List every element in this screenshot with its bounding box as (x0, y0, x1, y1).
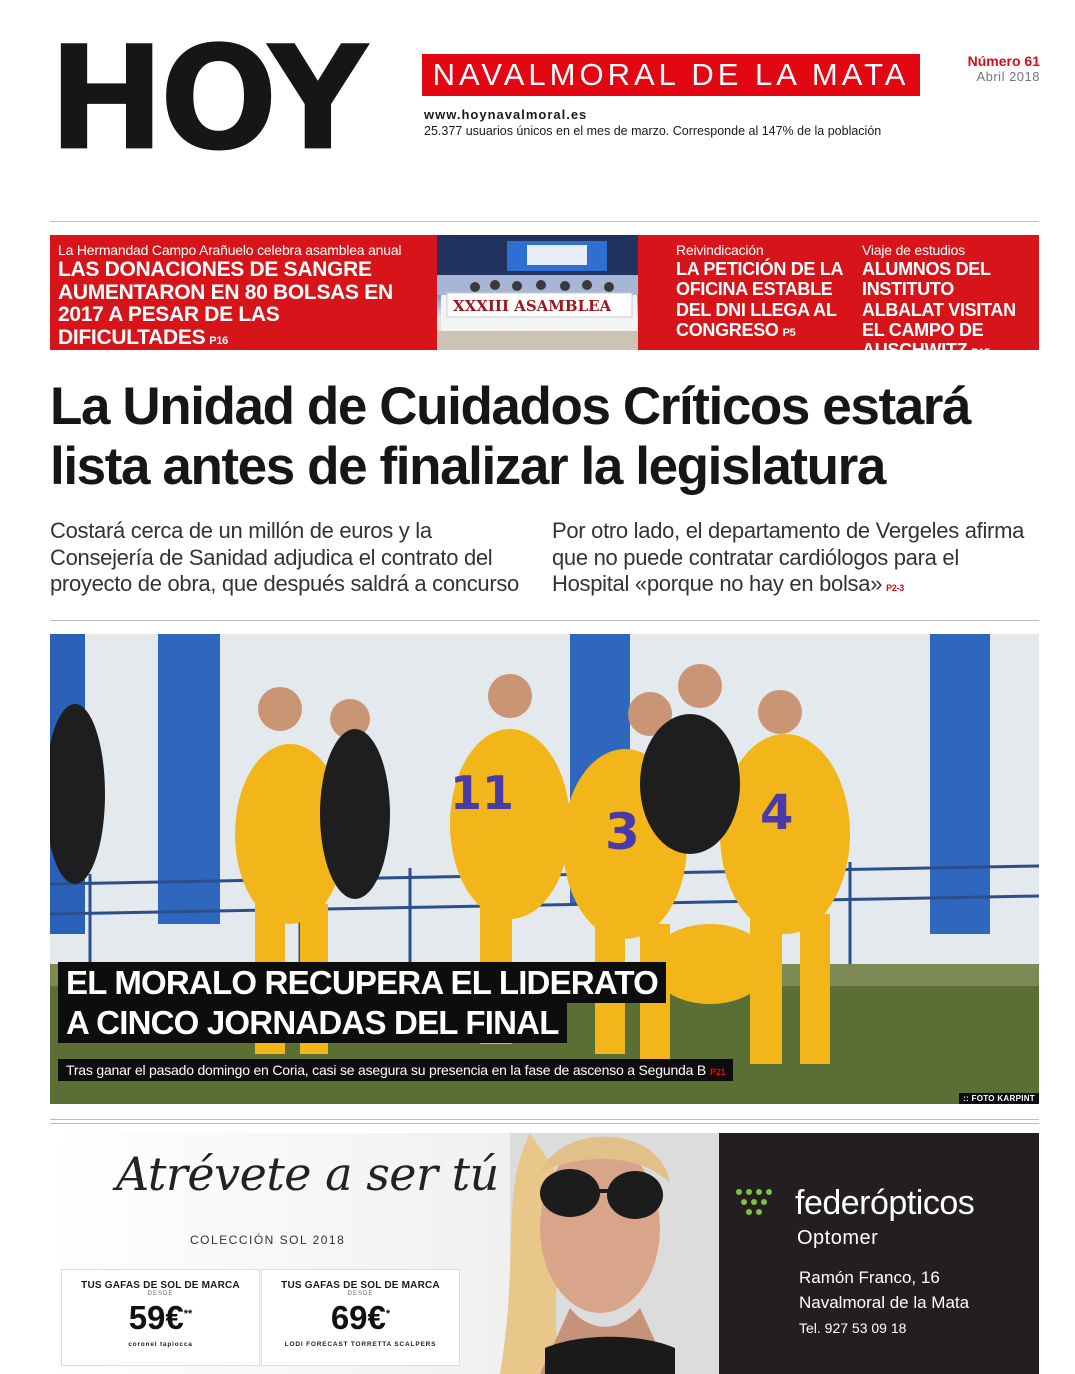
photo-headline-line1[interactable]: EL MORALO RECUPERA EL LIDERATO (58, 962, 666, 1003)
offer-brand: coronel tapiocca (128, 1341, 193, 1348)
offer-price: 69€* (330, 1299, 391, 1336)
main-headline[interactable]: La Unidad de Cuidados Críticos estará lista antes de finalizar la legislatura (50, 377, 971, 496)
photo-credit: :: FOTO KARPINT (959, 1093, 1039, 1104)
teaser-headline: LA PETICIÓN DE LA OFICINA ESTABLE DEL DNI LLEGA AL CONGRESO P5 (676, 259, 843, 340)
ad-right-panel (719, 1133, 1039, 1374)
store-address-street: Ramón Franco, 16 (799, 1268, 940, 1287)
photo-headline-line2[interactable]: A CINCO JORNADAS DEL FINAL (58, 1002, 567, 1043)
masthead-divider (50, 221, 1039, 222)
offer-title: TUS GAFAS DE SOL DE MARCA (81, 1280, 240, 1291)
svg-text:11: 11 (450, 766, 515, 820)
edition-banner (422, 54, 920, 96)
teaser-blood-donations[interactable] (58, 242, 430, 350)
issue-number: Número 61 (967, 53, 1040, 69)
teaser-kicker: Reivindicación (676, 242, 764, 258)
offer-brands: LODI FORECAST TORRETTA SCALPERS (284, 1341, 437, 1348)
page-ref: P16 (209, 335, 228, 348)
offer-from: DESDE (347, 1291, 374, 1297)
edition-name: NAVALMORAL DE LA MATA (432, 57, 910, 92)
teaser-auschwitz-trip[interactable] (862, 242, 1032, 361)
offer-card-59[interactable] (62, 1270, 259, 1365)
page-ref: P5 (782, 326, 796, 339)
store-address-town: Navalmoral de la Mata (799, 1293, 970, 1312)
issue-date: Abril 2018 (976, 69, 1040, 84)
model-illustration (470, 1133, 720, 1374)
photo-caption: Tras ganar el pasado domingo en Coria, casi se asegura su presencia en la fase de ascenso a Segunda B P21 (58, 1059, 733, 1081)
story-divider (50, 620, 1039, 621)
newspaper-logo: HOY (48, 15, 363, 184)
ad-collection: COLECCIÓN SOL 2018 (190, 1233, 346, 1247)
assembly-banner-text: XXXIII ASAMBLEA (453, 297, 612, 315)
teaser-headline: LAS DONACIONES DE SANGRE AUMENTARON EN 80 BOLSAS EN 2017 A PESAR DE LAS DIFICULTADES P16 (58, 258, 393, 350)
offer-card-69[interactable] (262, 1270, 459, 1365)
optician-advertisement[interactable] (50, 1133, 1039, 1374)
deck-right: Por otro lado, el departamento de Vergeles afirma que no puede contratar cardiólogos para el Hospital «porque no hay en bolsa» P2-3 (552, 518, 1025, 596)
page-ref: P21 (710, 1067, 726, 1077)
page-ref: P2-3 (886, 583, 904, 593)
ad-slogan: Atrévete a ser tú (116, 1147, 499, 1201)
assembly-photo (437, 235, 638, 350)
teaser-dni-office[interactable] (676, 242, 856, 340)
svg-text:4: 4 (760, 785, 794, 841)
audience-stats: 25.377 usuarios únicos en el mes de marzo. Corresponde al 147% de la población (424, 124, 882, 138)
teaser-headline: ALUMNOS DEL INSTITUTO ALBALAT VISITAN EL CAMPO DE AUSCHWITZ P15 (862, 259, 1016, 361)
teaser-kicker: La Hermandad Campo Arañuelo celebra asamblea anual (58, 242, 402, 258)
ad-divider-bottom (50, 1123, 1039, 1124)
assembly-photo-illustration (437, 235, 638, 350)
deck-left: Costará cerca de un millón de euros y la Consejería de Sanidad adjudica el contrato del proyecto de obra, que después saldrá a concurso (50, 518, 519, 596)
store-phone[interactable]: Tel. 927 53 09 18 (799, 1320, 907, 1336)
ad-divider-top (50, 1119, 1039, 1120)
offer-price: 59€** (128, 1299, 193, 1336)
store-subname: Optomer (797, 1227, 879, 1249)
svg-text:3: 3 (605, 803, 640, 861)
teaser-kicker: Viaje de estudios (862, 242, 965, 258)
offer-from: DESDE (147, 1291, 174, 1297)
federopticos-dots-icon (735, 1188, 777, 1222)
store-name: federópticos (795, 1184, 975, 1222)
site-url[interactable]: www.hoynavalmoral.es (424, 107, 588, 122)
offer-title: TUS GAFAS DE SOL DE MARCA (281, 1280, 440, 1291)
page-ref: P15 (971, 347, 990, 360)
